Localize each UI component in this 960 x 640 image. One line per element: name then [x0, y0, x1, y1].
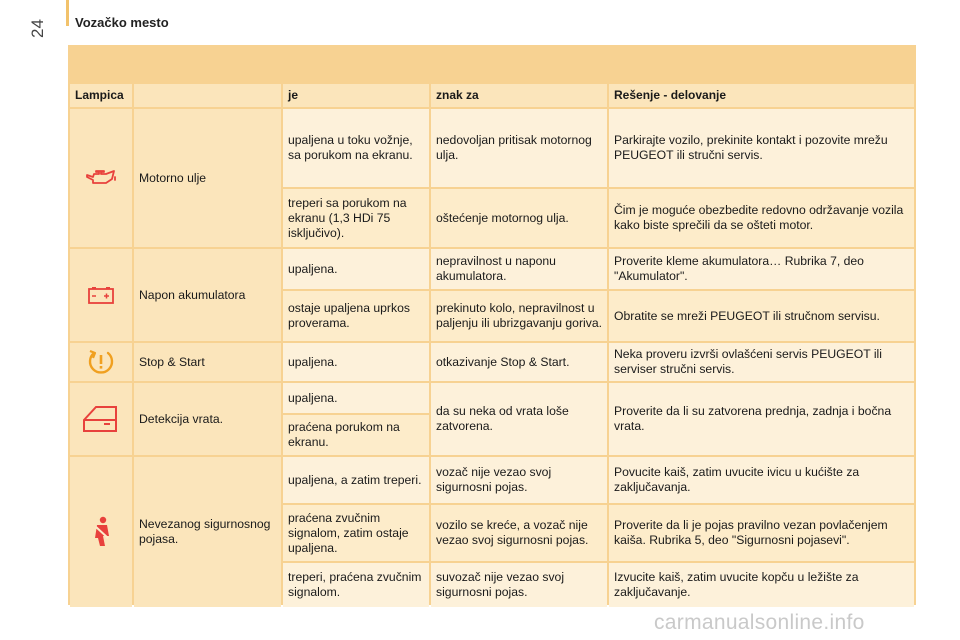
header-action: Rešenje - delovanje: [609, 84, 914, 107]
action-cell: Proverite da li je pojas pravilno vezan povlačenjem kaiša. Rubrika 5, deo "Sigurnosni pojasevi".: [609, 505, 914, 561]
state-cell: praćena zvučnim signalom, zatim ostaje upaljena.: [283, 505, 429, 561]
lamp-cell: [70, 457, 132, 607]
action-cell: Neka proveru izvrši ovlašćeni servis PEUGEOT ili serviser stručni servis.: [609, 343, 914, 381]
action-cell: Izvucite kaiš, zatim uvucite kopču u ležište za zaključavanje.: [609, 563, 914, 607]
table-row: [70, 457, 914, 503]
meaning-cell: oštećenje motornog ulja.: [431, 189, 607, 247]
lamp-name: Stop & Start: [134, 343, 281, 381]
lamp-name: Napon akumulatora: [134, 249, 281, 341]
state-cell: upaljena.: [283, 249, 429, 289]
header-lamp: Lampica: [70, 84, 132, 107]
stop-start-warning-icon: [86, 347, 116, 377]
state-cell: treperi sa porukom na ekranu (1,3 HDi 75 isključivo).: [283, 189, 429, 247]
meaning-cell: da su neka od vrata loše zatvorena.: [431, 383, 607, 455]
seatbelt-icon: [88, 516, 114, 548]
state-cell: praćena porukom na ekranu.: [283, 415, 429, 455]
action-cell: Proverite da li su zatvorena prednja, zadnja i bočna vrata.: [609, 383, 914, 455]
lamp-name: Motorno ulje: [134, 109, 281, 247]
watermark: carmanualsonline.info: [654, 611, 865, 634]
warning-lamps-table: [68, 82, 916, 609]
action-cell: Parkirajte vozilo, prekinite kontakt i pozovite mrežu PEUGEOT ili stručni servis.: [609, 109, 914, 187]
action-cell: Proverite kleme akumulatora… Rubrika 7, deo "Akumulator".: [609, 249, 914, 289]
section-marker: [66, 0, 69, 26]
header-name: [134, 84, 281, 107]
lamp-name: Detekcija vrata.: [134, 383, 281, 455]
lamp-cell: [70, 249, 132, 341]
meaning-cell: suvozač nije vezao svoj sigurnosni pojas.: [431, 563, 607, 607]
oil-can-icon: [84, 168, 118, 188]
table-row: [70, 109, 914, 187]
state-cell: upaljena, a zatim treperi.: [283, 457, 429, 503]
lamp-name: Nevezanog sigurnosnog pojasa.: [134, 457, 281, 607]
header-meaning: znak za: [431, 84, 607, 107]
state-cell: upaljena.: [283, 383, 429, 413]
meaning-cell: vozilo se kreće, a vozač nije vezao svoj sigurnosni pojas.: [431, 505, 607, 561]
battery-icon: [87, 285, 115, 305]
lamp-cell: [70, 383, 132, 455]
door-open-icon: [82, 404, 120, 434]
table-row: [70, 383, 914, 413]
meaning-cell: prekinuto kolo, nepravilnost u paljenju ili ubrizgavanju goriva.: [431, 291, 607, 341]
state-cell: upaljena u toku vožnje, sa porukom na ekranu.: [283, 109, 429, 187]
state-cell: ostaje upaljena uprkos proverama.: [283, 291, 429, 341]
action-cell: Povucite kaiš, zatim uvucite ivicu u kućište za zaključavanja.: [609, 457, 914, 503]
page-number: 24: [28, 19, 47, 38]
table-row: [70, 343, 914, 381]
header-state: je: [283, 84, 429, 107]
table-header-row: [70, 84, 914, 107]
action-cell: Obratite se mreži PEUGEOT ili stručnom servisu.: [609, 291, 914, 341]
section-title: Vozačko mesto: [75, 15, 169, 30]
lamp-cell: [70, 109, 132, 247]
meaning-cell: otkazivanje Stop & Start.: [431, 343, 607, 381]
table-row: [70, 249, 914, 289]
state-cell: treperi, praćena zvučnim signalom.: [283, 563, 429, 607]
meaning-cell: nepravilnost u naponu akumulatora.: [431, 249, 607, 289]
state-cell: upaljena.: [283, 343, 429, 381]
meaning-cell: vozač nije vezao svoj sigurnosni pojas.: [431, 457, 607, 503]
action-cell: Čim je moguće obezbedite redovno održavanje vozila kako biste sprečili da se ošteti motor.: [609, 189, 914, 247]
lamp-cell: [70, 343, 132, 381]
meaning-cell: nedovoljan pritisak motornog ulja.: [431, 109, 607, 187]
